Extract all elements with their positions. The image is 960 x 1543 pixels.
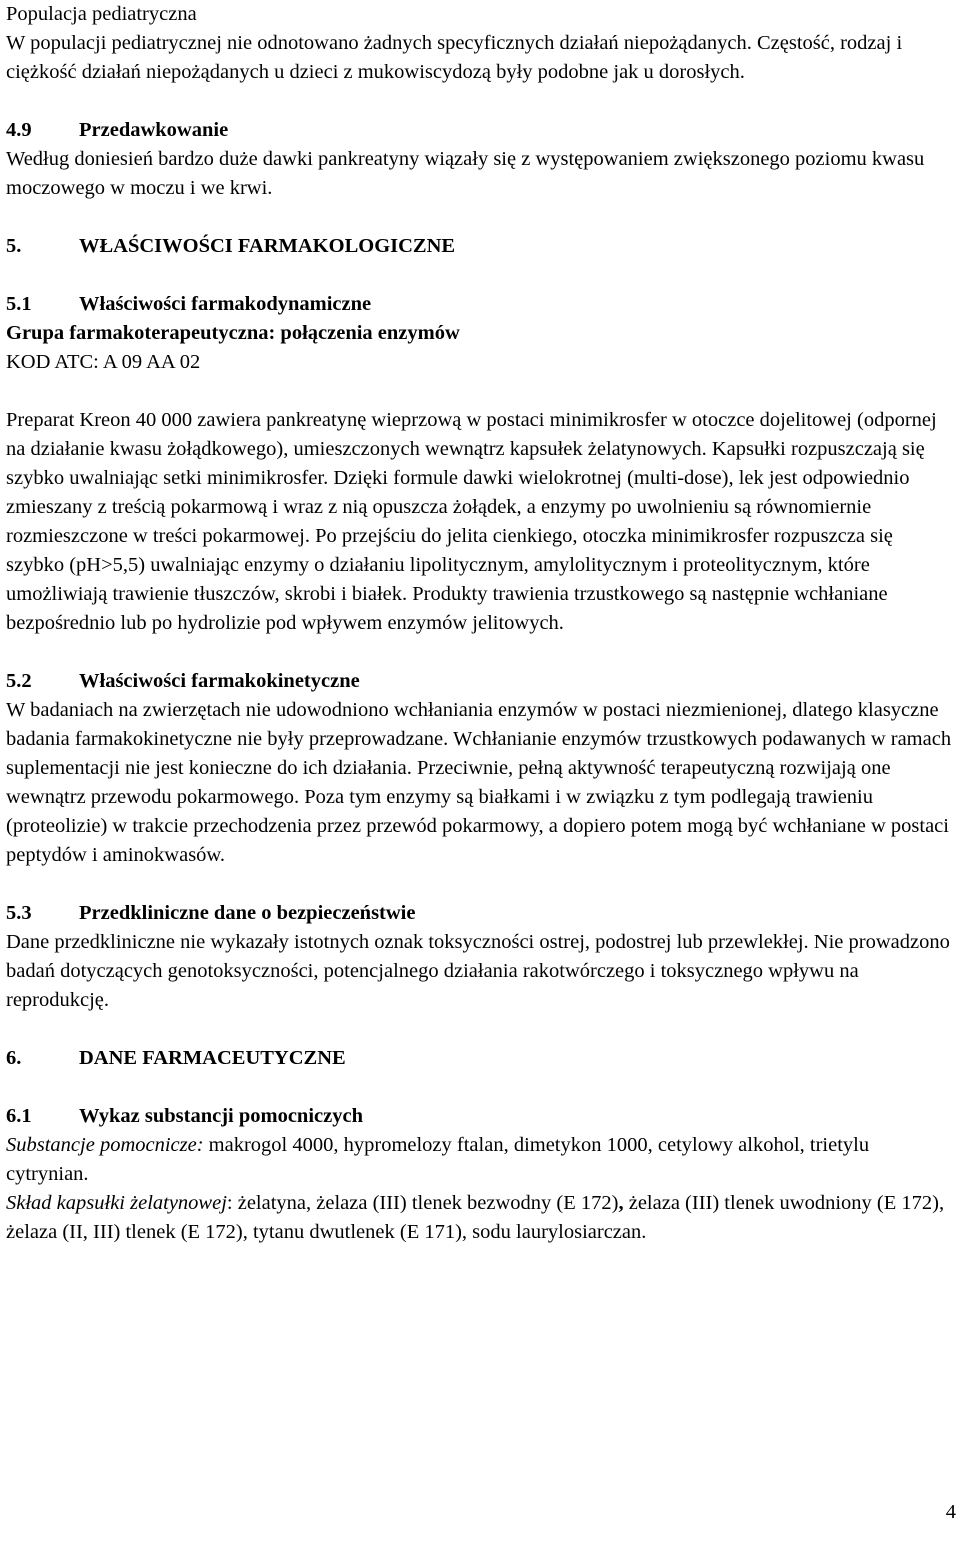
- page-number: 4: [945, 1501, 956, 1523]
- pediatric-text: W populacji pediatrycznej nie odnotowano żadnych specyficznych działań niepożądanych. Częstość, rodzaj i ciężkość działań niepożądanych u dzieci z mukowiscydozą były podobne jak u dorosłych.: [6, 32, 903, 83]
- section-number: 4.9: [6, 119, 32, 141]
- section-title: Przedkliniczne dane o bezpieczeństwie: [79, 902, 416, 924]
- section-6-heading: [6, 1044, 956, 1073]
- excipients-label: Substancje pomocnicze:: [6, 1134, 204, 1156]
- section-number: 6.1: [6, 1105, 32, 1127]
- section-title: DANE FARMACEUTYCZNE: [79, 1047, 346, 1069]
- section-title: Wykaz substancji pomocniczych: [79, 1105, 363, 1127]
- document-page: [6, 0, 956, 1247]
- section-number: 6.: [6, 1047, 22, 1069]
- section-6-1-heading: [6, 1102, 956, 1131]
- section-4-9-heading: [6, 116, 956, 145]
- section-title: WŁAŚCIWOŚCI FARMAKOLOGICZNE: [79, 235, 456, 257]
- capsule-comma: ,: [618, 1192, 624, 1214]
- capsule-label: Skład kapsułki żelatynowej: [6, 1192, 227, 1214]
- section-4-9-text: Według doniesień bardzo duże dawki pankreatyny wiązały się z występowaniem zwiększonego poziomu kwasu moczowego w moczu i we krwi.: [6, 148, 925, 199]
- capsule-text-2: żelaza (III) tlenek uwodniony (E 172), żelaza (II, III) tlenek (E 172), tytanu dwutlenek (E 171), sodu laurylosiarczan.: [6, 1192, 945, 1243]
- excipients-paragraph: [6, 1131, 956, 1189]
- pharmacotherapeutic-group: Grupa farmakoterapeutyczna: połączenia enzymów: [6, 322, 460, 344]
- excipients-text: makrogol 4000, hypromelozy ftalan, dimetykon 1000, cetylowy alkohol, trietylu cytrynian.: [6, 1134, 870, 1185]
- capsule-paragraph: [6, 1189, 956, 1247]
- section-title: Właściwości farmakodynamiczne: [79, 293, 372, 315]
- section-number: 5.1: [6, 293, 32, 315]
- section-5-2-text: W badaniach na zwierzętach nie udowodniono wchłaniania enzymów w postaci niezmienionej, dlatego klasyczne badania farmakokinetyczne nie były przeprowadzane. Wchłanianie enzymów trzustkowych podawanych w ramach suplementacji nie jest konieczne do ich działania. Przeciwnie, pełną aktywność terapeutyczną rozwijają one wewnątrz przewodu pokarmowego. Poza tym enzymy są białkami i w związku z tym podlegają trawieniu (proteolizie) w trakcie przechodzenia przez przewód pokarmowy, a dopiero potem mogą być wchłaniane w postaci peptydów i aminokwasów.: [6, 699, 952, 866]
- pediatric-heading: Populacja pediatryczna: [6, 3, 197, 25]
- section-5-3-heading: [6, 899, 956, 928]
- section-number: 5.3: [6, 902, 32, 924]
- atc-code: KOD ATC: A 09 AA 02: [6, 351, 201, 373]
- section-number: 5.2: [6, 670, 32, 692]
- section-title: Właściwości farmakokinetyczne: [79, 670, 360, 692]
- section-5-1-heading: [6, 290, 956, 319]
- section-title: Przedawkowanie: [79, 119, 229, 141]
- section-5-3-text: Dane przedkliniczne nie wykazały istotnych oznak toksyczności ostrej, podostrej lub przewlekłej. Nie prowadzono badań dotyczących genotoksyczności, potencjalnego działania rakotwórczego i toksycznego wpływu na reprodukcję.: [6, 931, 950, 1011]
- section-5-heading: [6, 232, 956, 261]
- section-number: 5.: [6, 235, 22, 257]
- capsule-text-1: : żelatyna, żelaza (III) tlenek bezwodny (E 172): [226, 1192, 619, 1214]
- section-5-2-heading: [6, 667, 956, 696]
- section-5-1-text: Preparat Kreon 40 000 zawiera pankreatynę wieprzową w postaci minimikrosfer w otoczce dojelitowej (odpornej na działanie kwasu żołądkowego), umieszczonych wewnątrz kapsułek żelatynowych. Kapsułki rozpuszczają się szybko uwalniając setki minimikrosfer. Dzięki formule dawki wielokrotnej (multi-dose), lek jest odpowiednio zmieszany z treścią pokarmową i wraz z nią opuszcza żołądek, a enzymy po uwolnieniu są równomiernie rozmieszczone w treści pokarmowej. Po przejściu do jelita cienkiego, otoczka minimikrosfer rozpuszcza się szybko (pH>5,5) uwalniając enzymy o działaniu lipolitycznym, amylolitycznym i proteolitycznym, które umożliwiają trawienie tłuszczów, skrobi i białek. Produkty trawienia trzustkowego są następnie wchłaniane bezpośrednio lub po hydrolizie pod wpływem enzymów jelitowych.: [6, 409, 937, 634]
